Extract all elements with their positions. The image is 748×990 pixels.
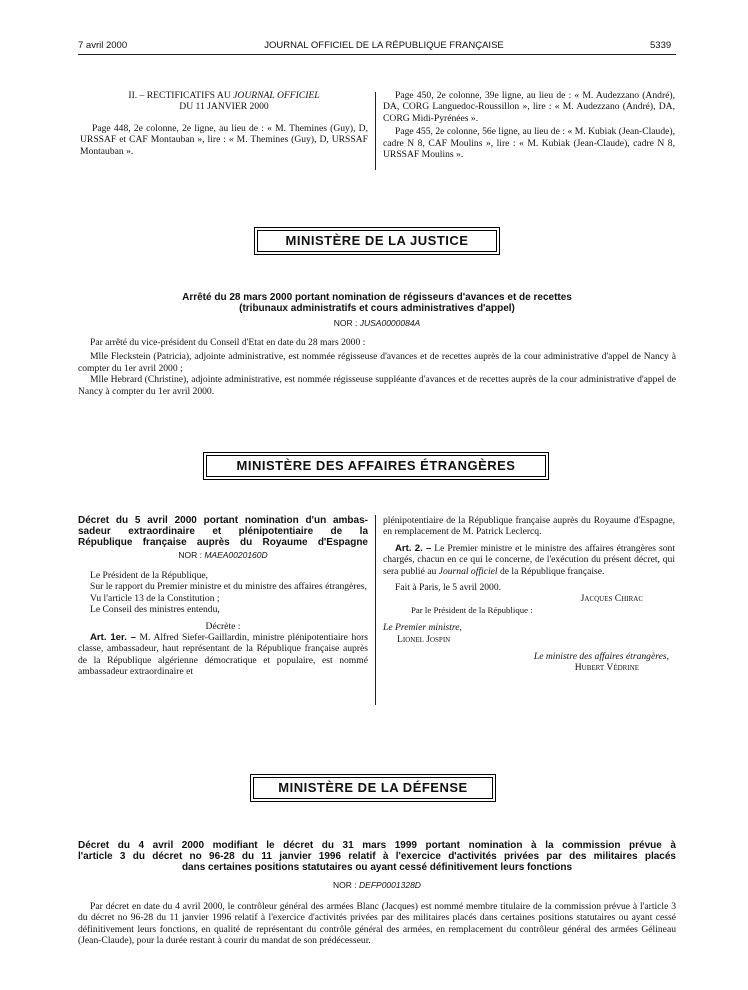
paragraph: Par arrêté du vice-président du Conseil d'Etat en date du 28 mars 2000 :	[90, 337, 366, 348]
signature-pm-name: Lionel Jospin	[397, 633, 451, 645]
paragraph: plénipotentiaire de la République française auprès du Royaume d'Espagne, en remplacement de M. Patrick Leclercq.	[383, 515, 675, 538]
rectificatifs-title: II. – RECTIFICATIFS AU JOURNAL OFFICIEL DU 11 JANVIER 2000	[128, 90, 320, 113]
defense-nor: NOR : DEFP0001328D	[333, 880, 421, 890]
foreign-affairs-nor: NOR : MAEA0020160D	[178, 550, 268, 560]
signature-par-le: Par le Président de la République :	[411, 604, 533, 615]
defense-body	[78, 901, 676, 947]
rectificatif-item: Page 448, 2e colonne, 2e ligne, au lieu de : « M. Themines (Guy), D, URSSAF et CAF Montauban », lire : « M. Themines (Guy), D, URSSAF Montauban ».	[80, 122, 368, 157]
paragraph: Par décret en date du 4 avril 2000, le contrôleur général des armées Blanc (Jacques) est nommé membre titulaire de la commission prévue à l'article 3 du décret no 96-28 du 11 janvier 1996 relatif à l'exercice d'activités privées par des militaires placés dans certaines positions statutaires ou ayant cessé définitivement leurs fonctions, en qualité de représentant du contrôle général des armées, en remplacement du contrôleur général des armées Gélineau (Jean-Claude), pour la durée restant à courir du mandat de son prédécesseur.	[78, 901, 676, 947]
ministry-defense-heading: MINISTÈRE DE LA DÉFENSE	[250, 774, 496, 802]
rectificatif-item: Page 455, 2e colonne, 56e ligne, au lieu de : « M. Kubiak (Jean-Claude), cadre N 8, CAF Moulins », lire : « M. Kubiak (Jean-Claude), cadre N 8, URSSAF Moulins ».	[383, 126, 675, 161]
header-title: JOURNAL OFFICIEL DE LA RÉPUBLIQUE FRANÇAISE	[264, 40, 504, 51]
signature-pm-title: Le Premier ministre,	[383, 622, 462, 634]
paragraph: Mlle Fleckstein (Patricia), adjointe administrative, est nommée régisseuse d'avances et de recettes auprès de la cour administrative d'appel de Nancy à compter du 1er avril 2000 ;	[78, 351, 676, 374]
header-page-number: 5339	[650, 40, 672, 51]
column-divider	[375, 515, 376, 705]
paragraph: Sur le rapport du Premier ministre et du ministre des affaires étrangères,	[90, 581, 367, 593]
article-1: Art. 1er. – M. Alfred Siefer-Gaillardin, ministre plénipotentiaire hors classe, ambassadeur, haut représentant de la République française auprès de la République algérienne démocratique et populaire, est nommé ambassadeur extraordinaire et	[78, 632, 368, 678]
header-rule	[78, 54, 676, 55]
signature-president: Jacques Chirac	[580, 593, 643, 605]
paragraph: Le Conseil des ministres entendu,	[90, 604, 220, 616]
header-date: 7 avril 2000	[78, 40, 128, 51]
paragraph: Le Président de la République,	[90, 570, 209, 581]
justice-decree-title: Arrêté du 28 mars 2000 portant nomination de régisseurs d'avances et de recettes (tribunaux administratifs et cours administratives d'appel)	[182, 292, 572, 314]
foreign-affairs-left-column	[78, 515, 368, 678]
paragraph: Vu l'article 13 de la Constitution ;	[90, 592, 220, 604]
defense-decree-title: Décret du 4 avril 2000 modifiant le décret du 31 mars 1999 portant nomination à la commission prévue à l'article 3 du décret no 96-28 du 11 janvier 1996 relatif à l'exercice d'activités privées par des militaires placés dans certaines positions statutaires ou ayant cessé définitivement leurs fonctions	[78, 840, 676, 873]
column-divider	[375, 92, 376, 170]
paragraph: Mlle Hebrard (Christine), adjointe administrative, est nommée régisseuse suppléante d'avances et de recettes auprès de la cour administrative d'appel de Nancy à compter du 1er avril 2000.	[78, 374, 676, 397]
decrete-label: Décrète :	[205, 620, 241, 632]
signature-minister-title: Le ministre des affaires étrangères,	[533, 651, 669, 663]
ministry-justice-heading: MINISTÈRE DE LA JUSTICE	[254, 227, 500, 255]
foreign-affairs-decree-title: Décret du 5 avril 2000 portant nomination d'un ambas- sadeur extraordinaire et plénipotentiaire de la République française auprès du Royaume d'Espagne	[78, 515, 368, 548]
justice-body	[78, 337, 676, 397]
foreign-affairs-right-column	[383, 515, 675, 674]
signature-minister-name: Hubert Védrine	[574, 662, 639, 674]
signature-place-date: Fait à Paris, le 5 avril 2000.	[395, 582, 502, 594]
rectificatifs-left-column	[80, 90, 368, 157]
article-2: Art. 2. – Le Premier ministre et le ministre des affaires étrangères sont chargés, chacun en ce qui le concerne, de l'exécution du présent décret, qui sera publié au Journal officiel de la République française.	[383, 542, 675, 577]
ministry-foreign-affairs-heading: MINISTÈRE DES AFFAIRES ÉTRANGÈRES	[203, 452, 549, 480]
justice-nor: NOR : JUSA0000084A	[333, 318, 421, 328]
rectificatif-item: Page 450, 2e colonne, 39e ligne, au lieu de : « M. Audezzano (André), DA, CORG Languedoc-Roussillon », lire : « M. Audezzano (André), DA, CORG Midi-Pyrénées ».	[383, 90, 675, 124]
rectificatifs-right-column	[383, 90, 675, 160]
